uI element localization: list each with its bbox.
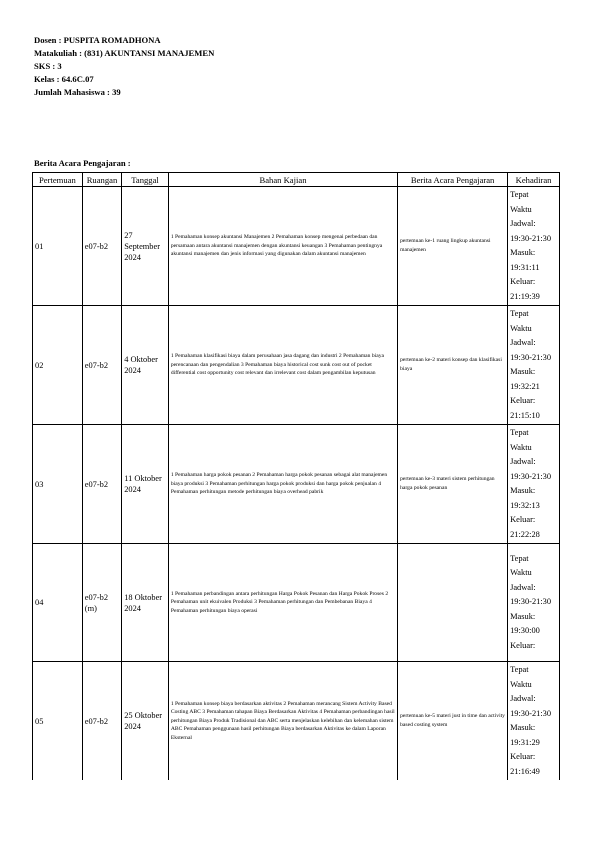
kehadiran-line: Waktu <box>510 442 532 452</box>
cell-pertemuan: 02 <box>33 306 83 425</box>
kehadiran-line: Jadwal: <box>510 219 536 228</box>
col-header-bahan-kajian: Bahan Kajian <box>168 173 397 187</box>
cell-kehadiran <box>508 544 560 662</box>
kehadiran-line: 19:31:11 <box>510 262 540 272</box>
kehadiran-line: Tepat <box>510 190 529 199</box>
kehadiran-line: Jadwal: <box>510 582 536 592</box>
kehadiran-line: 19:30-21:30 <box>510 597 552 607</box>
cell-tanggal: 27 September 2024 <box>122 187 169 306</box>
kehadiran-line: 19:30-21:30 <box>510 352 552 362</box>
kehadiran-line: 21:19:39 <box>510 291 540 301</box>
kelas-line: Kelas : 64.6C.07 <box>34 74 94 84</box>
cell-kehadiran <box>508 306 560 425</box>
cell-bahan-kajian: 1 Pemahaman perbandingan antara perhitungan Harga Pokok Pesanan dan Harga Pokok Proses 2 Pemahaman unit ekuivalen Produksi 3 Pemahaman perhitungan dan Pembebanan Biaya 4 Pemahaman perhitungan biaya operasi <box>168 544 397 662</box>
cell-pertemuan: 01 <box>33 187 83 306</box>
cell-kehadiran <box>508 662 560 781</box>
kehadiran-line: Tepat <box>510 665 529 674</box>
col-header-berita-acara: Berita Acara Pengajaran <box>398 173 508 187</box>
table-row <box>33 187 560 306</box>
cell-pertemuan: 04 <box>33 544 83 662</box>
cell-ruangan: e07-b2 <box>82 306 121 425</box>
cell-ruangan: e07-b2 <box>82 187 121 306</box>
document-header <box>34 34 214 99</box>
kehadiran-line: 19:32:21 <box>510 381 540 391</box>
kehadiran-line: Waktu <box>510 323 532 333</box>
kehadiran-line: 19:30:00 <box>510 626 540 636</box>
kehadiran-line: 21:16:49 <box>510 766 540 776</box>
kehadiran-line: Keluar: <box>510 277 536 286</box>
kehadiran-line: 21:15:10 <box>510 410 540 420</box>
kehadiran-line: Tepat <box>510 309 529 318</box>
kehadiran-line: Keluar: <box>510 640 536 650</box>
kehadiran-line: Masuk: <box>510 723 536 732</box>
cell-berita-acara: pertemuan ke-1 ruang lingkup akuntansi manajemen <box>398 187 508 306</box>
cell-kehadiran <box>508 425 560 544</box>
cell-bahan-kajian: 1 Pemahaman konsep biaya berdasarkan aktivitas 2 Pemahaman merancang Sistem Activity Based Costing ABC 3 Pemahaman tahapan Biaya Berdasarkan Aktivitas 4 Pemahaman perbandingan hasil perhitungan Biaya Produk Tradisional dan ABC serta menjelaskan kelebihan dan kelemahan sistem ABC Pemahaman penggunaan hasil perhitungan Biaya berdasarkan Aktivitas ke dalam Laporan Eksternal <box>168 662 397 781</box>
table-row <box>33 544 560 662</box>
kehadiran-line: 19:30-21:30 <box>510 708 552 718</box>
table-header-row <box>33 173 560 187</box>
kehadiran-line: Waktu <box>510 568 532 578</box>
kehadiran-line: Tepat <box>510 553 529 563</box>
kehadiran-line: Keluar: <box>510 396 536 405</box>
kehadiran-line: Masuk: <box>510 248 536 257</box>
cell-ruangan: e07-b2 (m) <box>82 544 121 662</box>
kehadiran-line: 19:32:13 <box>510 500 540 510</box>
section-title: Berita Acara Pengajaran : <box>34 158 131 168</box>
kehadiran-line: Masuk: <box>510 611 536 621</box>
cell-tanggal: 18 Oktober 2024 <box>122 544 169 662</box>
cell-berita-acara: pertemuan ke-5 materi just in time dan activity based costing system <box>398 662 508 781</box>
cell-tanggal: 25 Oktober 2024 <box>122 662 169 781</box>
kehadiran-line: Jadwal: <box>510 694 536 703</box>
sks-line: SKS : 3 <box>34 61 62 71</box>
kehadiran-line: Masuk: <box>510 367 536 376</box>
cell-ruangan: e07-b2 <box>82 662 121 781</box>
matakuliah-line: Matakuliah : (831) AKUNTANSI MANAJEMEN <box>34 48 215 58</box>
col-header-kehadiran: Kehadiran <box>508 173 560 187</box>
dosen-line: Dosen : PUSPITA ROMADHONA <box>34 35 161 45</box>
cell-tanggal: 4 Oktober 2024 <box>122 306 169 425</box>
kehadiran-line: Tepat <box>510 428 529 437</box>
kehadiran-line: Jadwal: <box>510 338 536 347</box>
cell-tanggal: 11 Oktober 2024 <box>122 425 169 544</box>
kehadiran-line: Keluar: <box>510 752 536 761</box>
cell-pertemuan: 05 <box>33 662 83 781</box>
cell-berita-acara: pertemuan ke-3 materi sistem perhitungan harga pokok pesanan <box>398 425 508 544</box>
kehadiran-line: Keluar: <box>510 515 536 524</box>
cell-ruangan: e07-b2 <box>82 425 121 544</box>
kehadiran-line: 19:30-21:30 <box>510 471 552 481</box>
kehadiran-line: Masuk: <box>510 486 536 495</box>
kehadiran-line: Waktu <box>510 204 532 214</box>
kehadiran-line: 19:31:29 <box>510 737 540 747</box>
cell-bahan-kajian: 1 Pemahaman harga pokok pesanan 2 Pemahaman harga pokok pesanan sebagai alat manajemen biaya produksi 3 Pemahaman perhitungan harga pokok produksi dan harga pokok penjualan 4 Pemahaman perhitungan metode perhitungan biaya overhead pabrik <box>168 425 397 544</box>
table-row <box>33 425 560 544</box>
cell-berita-acara: pertemuan ke-2 materi konsep dan klasifikasi biaya <box>398 306 508 425</box>
cell-bahan-kajian: 1 Pemahaman konsep akuntansi Manajemen 2 Pemahaman konsep mengenai perbedaan dan persamaan antara akuntansi manajemen dengan akuntansi keuangan 3 Pemahaman pentingnya akuntansi manajemen dan jenis informasi yang digunakan dalam akuntansi manajemen <box>168 187 397 306</box>
table-row <box>33 306 560 425</box>
kehadiran-line: Jadwal: <box>510 457 536 466</box>
table-row <box>33 662 560 781</box>
cell-pertemuan: 03 <box>33 425 83 544</box>
cell-berita-acara <box>398 544 508 662</box>
kehadiran-line: 19:30-21:30 <box>510 233 552 243</box>
col-header-tanggal: Tanggal <box>122 173 169 187</box>
col-header-ruangan: Ruangan <box>82 173 121 187</box>
col-header-pertemuan: Pertemuan <box>33 173 83 187</box>
jumlah-mahasiswa-line: Jumlah Mahasiswa : 39 <box>34 87 121 97</box>
berita-acara-table <box>32 172 560 780</box>
cell-kehadiran <box>508 187 560 306</box>
kehadiran-line: Waktu <box>510 679 532 689</box>
cell-bahan-kajian: 1 Pemahaman klasifikasi biaya dalam perusahaan jasa dagang dan industri 2 Pemahaman biaya perencanaan dan pengendalian 3 Pemahaman biaya historical cost sunk cost out of pocket differential cost opportunity cost relevant dan irrelevant cost dalam pengambilan keputusan <box>168 306 397 425</box>
kehadiran-line: 21:22:28 <box>510 529 540 539</box>
